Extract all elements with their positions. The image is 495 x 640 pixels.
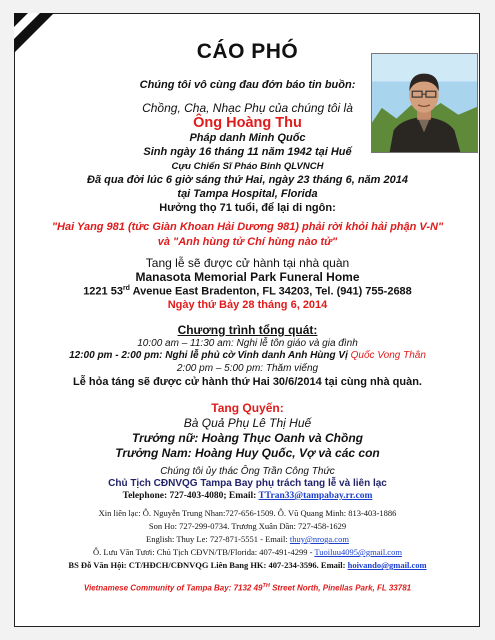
hoi-email-link[interactable]: hoivando@gmail.com: [347, 560, 427, 570]
contacts-line2: Son Ho: 727-299-0734. Trương Xuân Dần: 727-458-1629: [148, 521, 347, 531]
death-place: tại Tampa Hospital, Florida: [177, 188, 318, 200]
tuoi-email-link[interactable]: Tuoiluu4095@gmail.com: [314, 547, 402, 557]
last-words-line2: và "Anh hùng tử Chí hùng nào tử": [157, 236, 338, 248]
intro-text: Chúng tôi vô cùng đau đớn báo tin buồn:: [139, 79, 356, 91]
mourner-wife: Bà Quả Phụ Lê Thị Huế: [183, 416, 312, 430]
funeral-line: Tang lễ sẽ được cử hành tại nhà quàn: [145, 256, 350, 270]
funeral-date: Ngày thứ Bảy 28 tháng 6, 2014: [167, 299, 328, 311]
organizer-line2: Chủ Tịch CĐNVQG Tampa Bay phụ trách tang lễ và liên lạc: [108, 478, 387, 489]
contacts-line3: English: Thuy Le: 727-871-5551 - Email: thuy@nroga.com: [146, 534, 349, 544]
dharma-name: Pháp danh Minh Quốc: [189, 132, 306, 144]
last-words-line1: "Hai Yang 981 (tức Giàn Khoan Hải Dương 981) phải rời khỏi hải phận V-N": [51, 221, 444, 233]
relation-text: Chồng, Cha, Nhạc Phụ của chúng tôi là: [142, 101, 353, 115]
funeral-address: 1221 53rd Avenue East Bradenton, FL 34203, Tel. (941) 755-2688: [83, 285, 412, 298]
footer-address: Vietnamese Community of Tampa Bay: 7132 49TH Street North, Pinellas Park, FL 33781: [83, 583, 412, 593]
contacts-line4: Ô. Lưu Văn Tươi: Chủ Tịch CĐVN/TB/Florida: 407-491-4299 - Tuoiluu4095@gmail.com: [93, 547, 402, 557]
deceased-name: Ông Hoàng Thu: [193, 115, 302, 131]
program-item-3: 2:00 pm – 5:00 pm: Thăm viếng: [176, 363, 319, 374]
thuy-email-link[interactable]: thuy@nroga.com: [289, 534, 349, 544]
organizer-email-link[interactable]: TTran33@tampabay.rr.com: [258, 491, 373, 501]
contacts-line1: Xin liên lạc: Ô. Nguyễn Trung Nhan:727-656-1509. Ô. Vũ Quang Minh: 813-403-1886: [98, 508, 397, 518]
cremation-info: Lễ hỏa táng sẽ được cử hành thứ Hai 30/6/2014 tại cùng nhà quàn.: [73, 376, 422, 388]
program-item-2: 12:00 pm - 2:00 pm: Nghi lễ phủ cờ Vinh danh Anh Hùng Vị Quốc Vong Thân: [69, 350, 426, 361]
organizer-line1: Chúng tôi ủy thác Ông Trần Công Thức: [160, 466, 335, 477]
mourner-daughter: Trưởng nữ: Hoàng Thục Oanh và Chồng: [132, 431, 363, 445]
veteran-info: Cựu Chiến Sĩ Pháo Binh QLVNCH: [171, 161, 324, 172]
death-info: Đã qua đời lúc 6 giờ sáng thứ Hai, ngày 23 tháng 6, năm 2014: [87, 174, 408, 186]
birth-info: Sinh ngày 16 tháng 11 năm 1942 tại Huế: [143, 146, 352, 158]
funeral-home: Manasota Memorial Park Funeral Home: [135, 270, 360, 284]
mourners-heading: Tang Quyến:: [211, 401, 284, 415]
page-title: CÁO PHÓ: [196, 40, 299, 63]
program-heading: Chương trình tổng quát:: [177, 323, 318, 337]
contacts-line5: BS Đỗ Văn Hội: CT/HĐCH/CĐNVQG Liên Bang HK: 407-234-3596. Email: hoivando@gmail.com: [68, 560, 427, 570]
program-item-1: 10:00 am – 11:30 am: Nghi lễ tôn giáo và gia đình: [137, 338, 358, 349]
mourner-son: Trưởng Nam: Hoàng Huy Quốc, Vợ và các con: [115, 446, 380, 460]
age-info: Hưởng thọ 71 tuổi, để lại di ngôn:: [159, 202, 336, 214]
organizer-phone: Telephone: 727-403-4080; Email: TTran33@tampabay.rr.com: [122, 491, 373, 501]
